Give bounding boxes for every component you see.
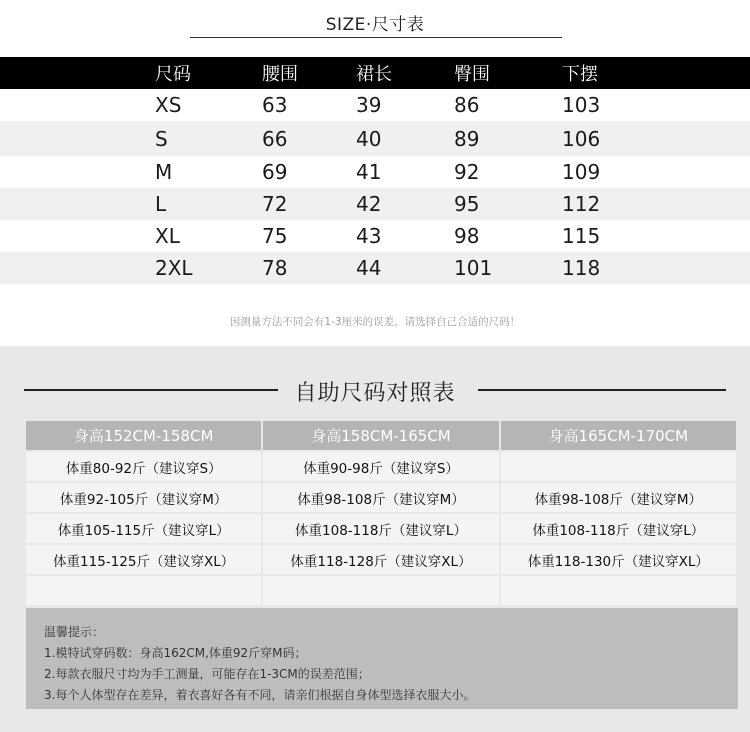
height-weight-grid <box>26 421 738 607</box>
table-cell: S <box>155 126 168 151</box>
table-cell: 69 <box>262 160 288 184</box>
table-cell: 72 <box>262 192 288 216</box>
size-chart-title: SIZE·尺寸表 <box>325 15 425 35</box>
size-guide-title: 自助尺码对照表 <box>294 381 456 406</box>
tips-title: 温馨提示： <box>44 625 105 639</box>
grid-cell: 体重108-118斤（建议穿L） <box>263 514 498 543</box>
table-cell: 63 <box>262 93 288 117</box>
size-table-header <box>0 57 750 89</box>
table-cell: 66 <box>262 126 288 151</box>
grid-cell: 体重80-92斤（建议穿S） <box>26 452 261 481</box>
table-cell: 75 <box>262 224 288 248</box>
table-cell: 92 <box>454 160 480 184</box>
table-row <box>0 156 750 188</box>
table-cell: 118 <box>562 256 601 280</box>
header-hem: 下摆 <box>562 64 598 85</box>
size-table <box>0 57 750 284</box>
grid-row <box>26 545 738 576</box>
height-range-header: 身高152CM-158CM <box>26 421 261 450</box>
table-cell: 41 <box>356 160 382 184</box>
grid-header-row <box>26 421 738 452</box>
table-row <box>0 220 750 252</box>
header-size: 尺码 <box>155 64 191 85</box>
table-row <box>0 252 750 284</box>
height-range-header: 身高158CM-165CM <box>263 421 498 450</box>
table-cell: 115 <box>562 224 601 248</box>
table-cell: 2XL <box>155 256 193 280</box>
grid-cell: 体重90-98斤（建议穿S） <box>263 452 498 481</box>
grid-row <box>26 576 738 607</box>
grid-row <box>26 452 738 483</box>
grid-cell: 体重98-108斤（建议穿M） <box>263 483 498 512</box>
table-row <box>0 121 750 156</box>
tips-box <box>26 608 738 709</box>
tip-item: 3.每个人体型存在差异，着衣喜好各有不同，请亲们根据自身体型选择衣服大小。 <box>44 688 476 702</box>
table-cell: L <box>155 192 167 216</box>
table-cell: 112 <box>562 192 601 216</box>
table-cell: XS <box>155 93 182 117</box>
table-cell: 39 <box>356 93 382 117</box>
tip-item: 1.模特试穿码数：身高162CM,体重92斤穿M码； <box>44 646 307 660</box>
table-cell: XL <box>155 224 180 248</box>
grid-cell: 体重118-128斤（建议穿XL） <box>263 545 498 574</box>
grid-cell <box>263 576 498 605</box>
title-underline <box>190 37 562 38</box>
table-row <box>0 89 750 121</box>
table-cell: 89 <box>454 126 480 151</box>
measurement-note: 因测量方法不同会有1-3厘米的误差，请选择自己合适的尺码！ <box>229 316 521 328</box>
table-cell: M <box>155 160 173 184</box>
table-cell: 40 <box>356 126 382 151</box>
grid-cell: 体重105-115斤（建议穿L） <box>26 514 261 543</box>
header-hip: 臀围 <box>454 64 490 85</box>
header-waist: 腰围 <box>262 64 298 85</box>
table-cell: 78 <box>262 256 288 280</box>
grid-cell <box>501 576 736 605</box>
table-cell: 86 <box>454 93 480 117</box>
grid-cell <box>26 576 261 605</box>
grid-row <box>26 514 738 545</box>
height-range-header: 身高165CM-170CM <box>501 421 736 450</box>
table-cell: 103 <box>562 93 601 117</box>
table-cell: 98 <box>454 224 480 248</box>
grid-cell: 体重118-130斤（建议穿XL） <box>501 545 736 574</box>
table-cell: 101 <box>454 256 493 280</box>
table-cell: 109 <box>562 160 601 184</box>
grid-cell: 体重115-125斤（建议穿XL） <box>26 545 261 574</box>
table-cell: 44 <box>356 256 382 280</box>
table-cell: 42 <box>356 192 382 216</box>
table-cell: 95 <box>454 192 480 216</box>
table-cell: 43 <box>356 224 382 248</box>
grid-cell <box>501 452 736 481</box>
grid-cell: 体重108-118斤（建议穿L） <box>501 514 736 543</box>
grid-cell: 体重92-105斤（建议穿M） <box>26 483 261 512</box>
table-row <box>0 188 750 220</box>
grid-cell: 体重98-108斤（建议穿M） <box>501 483 736 512</box>
tip-item: 2.每款衣服尺寸均为手工测量，可能存在1-3CM的误差范围； <box>44 667 370 681</box>
grid-row <box>26 483 738 514</box>
header-skirt-length: 裙长 <box>356 64 392 85</box>
table-cell: 106 <box>562 126 601 151</box>
